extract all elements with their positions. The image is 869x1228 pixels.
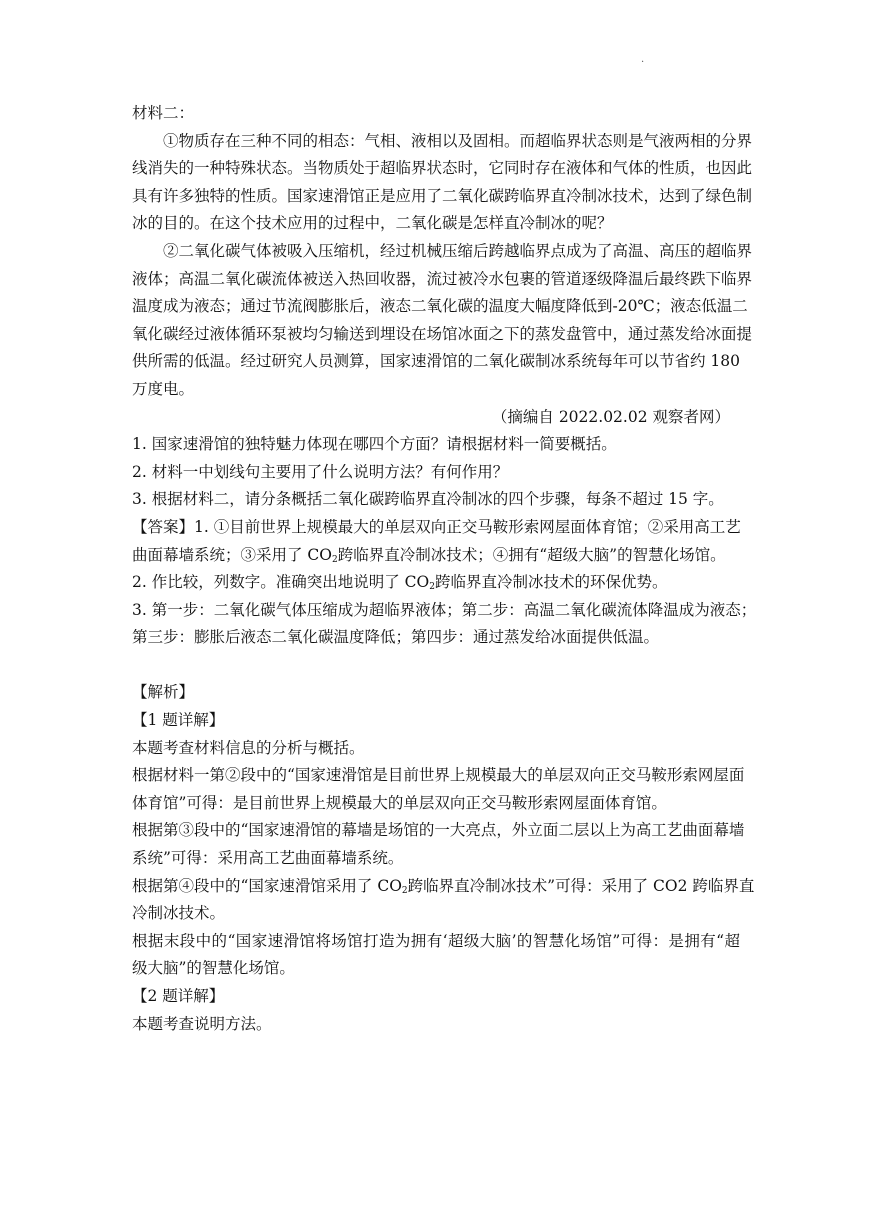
analysis-line: 根据末段中的“国家速滑馆将场馆打造为拥有‘超级大脑’的智慧化场馆”可得：是拥有“超 bbox=[132, 931, 740, 950]
material2-p2-line: 氧化碳经过液体循环泵被均匀输送到埋设在场馆冰面之下的蒸发盘管中，通过蒸发给冰面提 bbox=[132, 324, 753, 343]
spacer bbox=[132, 652, 740, 680]
material2-p1-line: ①物质存在三种不同的相态：气相、液相以及固相。而超临界状态则是气液两相的分界 bbox=[163, 131, 753, 150]
material2-p2-line: 温度成为液态；通过节流阀膨胀后，液态二氧化碳的温度大幅度降低到-20℃；液态低温二 bbox=[132, 297, 748, 316]
material2-p2-line: ②二氧化碳气体被吸入压缩机，经过机械压缩后跨越临界点成为了高温、高压的超临界 bbox=[163, 241, 753, 260]
subscript: 2 bbox=[401, 885, 408, 896]
analysis-text: 根据第④段中的“国家速滑馆采用了 CO bbox=[132, 876, 402, 895]
question-2: 2. 材料一中划线句主要用了什么说明方法？有何作用？ bbox=[132, 462, 509, 481]
header-mark: . bbox=[641, 54, 645, 65]
analysis-line: 系统”可得：采用高工艺曲面幕墙系统。 bbox=[132, 849, 404, 868]
analysis-q1-label: 【1 题详解】 bbox=[132, 711, 225, 730]
analysis-line bbox=[132, 873, 755, 901]
material2-heading: 材料二： bbox=[132, 104, 195, 122]
document-body bbox=[132, 100, 757, 1038]
answer-3-line-1: 3. 第一步：二氧化碳气体压缩成为超临界液体；第二步：高温二氧化碳流体降温成为液态； bbox=[132, 600, 757, 619]
answer-1-line-2 bbox=[132, 542, 740, 570]
answer-3-line-2: 第三步：膨胀后液态二氧化碳温度降低；第四步：通过蒸发给冰面提供低温。 bbox=[132, 628, 660, 647]
analysis-q2-intro: 本题考查说明方法。 bbox=[132, 1014, 272, 1033]
analysis-q1-intro: 本题考查材料信息的分析与概括。 bbox=[132, 738, 365, 757]
analysis-line: 根据材料一第②段中的“国家速滑馆是目前世界上规模最大的单层双向正交马鞍形索网屋面 bbox=[132, 766, 745, 785]
material2-p1-line: 线消失的一种特殊状态。当物质处于超临界状态时，它同时存在液体和气体的性质，也因此 bbox=[132, 159, 753, 178]
subscript: 2 bbox=[429, 582, 435, 593]
source-citation: （摘编自 2022.02.02 观察者网） bbox=[491, 407, 730, 426]
analysis-line: 级大脑”的智慧化场馆。 bbox=[132, 959, 295, 978]
analysis-line: 体育馆”可得：是目前世界上规模最大的单层双向正交马鞍形索网屋面体育馆。 bbox=[132, 793, 667, 812]
material2-p1-line: 具有许多独特的性质。国家速滑馆正是应用了二氧化碳跨临界直冷制冰技术，达到了绿色制 bbox=[132, 186, 753, 205]
analysis-label: 【解析】 bbox=[132, 683, 195, 702]
answer-1-line-1 bbox=[132, 514, 740, 542]
answer-2 bbox=[132, 569, 740, 597]
material2-p1-line: 冰的目的。在这个技术应用的过程中，二氧化碳是怎样直冷制冰的呢？ bbox=[132, 214, 613, 233]
material2-p2-line: 供所需的低温。经过研究人员测算，国家速滑馆的二氧化碳制冰系统每年可以节省约 180 bbox=[132, 352, 741, 371]
question-3: 3. 根据材料二，请分条概括二氧化碳跨临界直冷制冰的四个步骤，每条不超过 15 字。 bbox=[132, 490, 724, 509]
question-1: 1. 国家速滑馆的独特魅力体现在哪四个方面？请根据材料一简要概括。 bbox=[132, 435, 617, 454]
analysis-text: 跨临界直冷制冰技术”可得：采用了 CO2 跨临界直 bbox=[407, 876, 755, 895]
answer-text: 2. 作比较，列数字。准确突出地说明了 CO bbox=[132, 573, 430, 592]
material2-p2-line: 万度电。 bbox=[132, 379, 195, 398]
analysis-line: 冷制冰技术。 bbox=[132, 904, 226, 923]
answer-text: 跨临界直冷制冰技术的环保优势。 bbox=[434, 573, 668, 592]
analysis-q2-label: 【2 题详解】 bbox=[132, 987, 225, 1005]
subscript: 2 bbox=[332, 554, 338, 565]
answer-1-text: 1. ①目前世界上规模最大的单层双向正交马鞍形索网屋面体育馆；②采用高工艺 bbox=[194, 517, 741, 536]
answer-label: 【答案】 bbox=[132, 517, 195, 536]
answer-text: 跨临界直冷制冰技术；④拥有“超级大脑”的智慧化场馆。 bbox=[337, 545, 726, 564]
answer-text: 曲面幕墙系统；③采用了 CO bbox=[132, 545, 332, 564]
analysis-line: 根据第③段中的“国家速滑馆的幕墙是场馆的一大亮点，外立面二层以上为高工艺曲面幕墙 bbox=[132, 821, 745, 840]
material2-p2-line: 液体；高温二氧化碳流体被送入热回收器，流过被冷水包裹的管道逐级降温后最终跌下临界 bbox=[132, 269, 753, 288]
